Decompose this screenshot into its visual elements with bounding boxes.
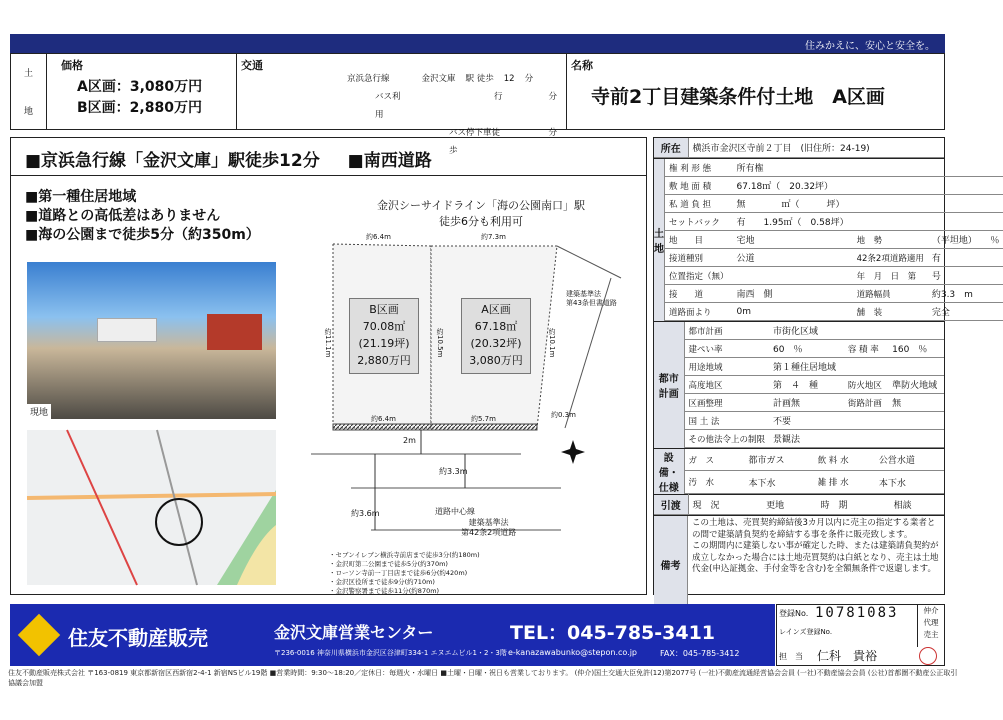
info-cell: 有 bbox=[928, 249, 1003, 267]
traffic-busstop-unit: 分 bbox=[548, 128, 557, 138]
nearby-item: ・ローソン寺前一丁目店まで徒歩6分(約420m) bbox=[329, 569, 468, 577]
info-row bbox=[665, 231, 1003, 249]
branch-name: 金沢文庫営業センター bbox=[274, 623, 434, 642]
city-table bbox=[685, 322, 944, 448]
house-shape bbox=[97, 318, 157, 342]
remarks-label: 備考 bbox=[654, 516, 688, 613]
delivery-table bbox=[654, 494, 944, 515]
info-cell: 宅地 bbox=[733, 231, 853, 249]
info-row bbox=[665, 285, 1003, 303]
info-panel bbox=[653, 137, 1000, 595]
note-road-center: 道路中心線 bbox=[435, 507, 475, 516]
equip-table bbox=[685, 449, 944, 494]
plot-b-label bbox=[349, 298, 419, 374]
info-cell: （平坦地） ％ bbox=[928, 231, 1003, 249]
traffic-busstop: バス停下車徒歩 bbox=[449, 128, 501, 156]
branch-address: 〒236-0016 神奈川県横浜市金沢区谷津町334-1 エヌエムビル1・2・3階 bbox=[274, 649, 507, 657]
company-name: 住友不動産販売 bbox=[68, 626, 208, 650]
info-cell: 都市計画 bbox=[685, 322, 770, 340]
info-cell: 約3.3 m bbox=[928, 285, 1003, 303]
info-row bbox=[665, 303, 1003, 321]
info-cell: 国 土 法 bbox=[685, 412, 770, 430]
traffic-box bbox=[237, 54, 567, 156]
setback-hatch bbox=[333, 424, 537, 430]
info-cell bbox=[928, 213, 1003, 231]
remarks-text: この土地は、売買契約締結後3カ月以内に売主の指定する業者との間で建築請負契約を締結する事を条件に販売致します。 この期間内に建築しない事が確定した時、または建築請負契約が成立しなかった場合には土地売買契約は白紙となり、売主は土地代金(申込証拠金、手付金等を含む)を全額無条件で返還します。 bbox=[692, 518, 939, 574]
company-logo-icon bbox=[18, 614, 60, 656]
dim-corner: 約0.3m bbox=[551, 411, 576, 419]
plot-a-title: A区画 bbox=[481, 303, 511, 316]
info-cell: 道路幅員 bbox=[853, 285, 928, 303]
delivery-label: 引渡 bbox=[654, 495, 688, 515]
info-cell: 無 bbox=[888, 394, 944, 412]
traffic-bus-unit: 分 bbox=[548, 92, 557, 102]
land-table bbox=[665, 159, 1003, 321]
info-cell bbox=[888, 322, 944, 340]
info-cell: 高度地区 bbox=[685, 376, 770, 394]
nearby-item: ・金沢区役所まで徒歩9分(約710m) bbox=[329, 578, 435, 586]
info-cell: 飲 料 水 bbox=[814, 449, 875, 471]
info-cell: 不要 bbox=[769, 412, 844, 430]
headline-station: ■京浜急行線「金沢文庫」駅徒歩12分 bbox=[25, 151, 320, 171]
info-cell bbox=[888, 412, 944, 430]
footer-bar bbox=[10, 604, 775, 666]
info-cell bbox=[928, 195, 1003, 213]
info-cell: 市街化区域 bbox=[769, 322, 844, 340]
city-section-label: 都市計画 bbox=[654, 322, 685, 448]
info-table bbox=[654, 138, 944, 158]
note-law42: 建築基準法 第42条2項道路 bbox=[461, 518, 517, 537]
info-cell: 号 bbox=[928, 267, 1003, 285]
price-a: A区画：3,080万円 bbox=[77, 79, 203, 95]
traffic-minutes: 12 bbox=[503, 74, 515, 84]
staff-label: 担 当 bbox=[779, 652, 803, 661]
feature-item: ■海の公園まで徒歩5分（約350m） bbox=[25, 227, 260, 243]
traffic-unit: 分 bbox=[524, 74, 534, 84]
info-row bbox=[685, 358, 944, 376]
info-cell bbox=[844, 322, 888, 340]
land-section-label: 土地 bbox=[654, 159, 665, 321]
info-cell: 地 勢 bbox=[853, 231, 928, 249]
dim-b-top: 約6.4m bbox=[366, 233, 391, 241]
remarks-section bbox=[654, 515, 944, 613]
seaside-note-1: 金沢シーサイドライン「海の公園南口」駅 bbox=[377, 199, 585, 212]
site-photo bbox=[27, 262, 276, 419]
info-cell: 敷 地 面 積 bbox=[665, 177, 733, 195]
property-name: 寺前2丁目建築条件付土地 A区画 bbox=[591, 86, 885, 108]
info-cell bbox=[888, 358, 944, 376]
name-box bbox=[567, 54, 944, 129]
info-cell: 区画整理 bbox=[685, 394, 770, 412]
kind-agent: 代理 bbox=[923, 618, 939, 627]
plot-a-area: 67.18㎡ bbox=[474, 320, 518, 333]
info-cell: 建ぺい率 bbox=[685, 340, 770, 358]
traffic-label: 交通 bbox=[241, 59, 263, 72]
kind-brokerage: 仲介 bbox=[923, 606, 939, 615]
traffic-walk: 駅 徒歩 bbox=[465, 74, 494, 84]
dim-road-36: 約3.6m bbox=[351, 509, 380, 518]
traffic-bus-dest: 行 bbox=[493, 92, 503, 102]
headline bbox=[11, 138, 646, 176]
info-cell: 位置指定（無） bbox=[665, 267, 733, 285]
info-cell: 地 目 bbox=[665, 231, 733, 249]
email-link[interactable]: e-kanazawabunko@stepon.co.jp bbox=[508, 648, 637, 657]
info-row bbox=[665, 267, 1003, 285]
location-value: 横浜市金沢区寺前２丁目 (旧住所：24-19) bbox=[688, 138, 944, 158]
info-cell bbox=[888, 430, 944, 448]
info-cell: 無 ㎡（ 坪） bbox=[733, 195, 853, 213]
info-cell: 接 道 bbox=[665, 285, 733, 303]
info-cell: 都市ガス bbox=[745, 449, 814, 471]
name-label: 名称 bbox=[571, 59, 593, 72]
info-cell: 南西 側 bbox=[733, 285, 853, 303]
reg-label: 登録No. bbox=[779, 609, 809, 618]
info-cell: セットバック bbox=[665, 213, 733, 231]
info-cell: 防火地区 bbox=[844, 376, 888, 394]
reins-label: レインズ登録No. bbox=[779, 628, 833, 636]
info-cell: 街路計画 bbox=[844, 394, 888, 412]
info-cell: 完全 bbox=[928, 303, 1003, 321]
feature-item: ■第一種住居地域 bbox=[25, 189, 137, 205]
info-cell bbox=[844, 412, 888, 430]
info-cell: 160 ％ bbox=[888, 340, 944, 358]
headline-road: ■南西道路 bbox=[347, 151, 432, 171]
price-b: B区画：2,880万円 bbox=[77, 100, 202, 116]
plot-b-title: B区画 bbox=[369, 303, 399, 316]
info-cell bbox=[853, 195, 928, 213]
seaside-note bbox=[341, 198, 621, 230]
info-cell: 接道種別 bbox=[665, 249, 733, 267]
plot-a-label bbox=[461, 298, 531, 374]
map-svg bbox=[27, 430, 276, 585]
dim-a-right: 約10.1m bbox=[548, 328, 556, 358]
info-row bbox=[685, 430, 944, 448]
city-section bbox=[654, 321, 944, 448]
plot-a-price: 3,080万円 bbox=[469, 354, 523, 367]
info-cell bbox=[928, 177, 1003, 195]
info-row bbox=[665, 159, 1003, 177]
law43-road-edge bbox=[557, 246, 621, 278]
info-row bbox=[665, 195, 1003, 213]
info-cell bbox=[844, 430, 888, 448]
fax-number: FAX：045-785-3412 bbox=[660, 649, 740, 658]
top-banner: 住みかえに、安心と安全を。 bbox=[10, 34, 945, 53]
info-cell: 私 道 負 担 bbox=[665, 195, 733, 213]
note-law43: 建築基準法 第43条但書道路 bbox=[566, 290, 617, 307]
delivery-status: 更地 bbox=[762, 495, 816, 515]
traffic-bus: バス利用 bbox=[375, 92, 401, 120]
main-panel bbox=[10, 137, 647, 595]
equip-section bbox=[654, 448, 944, 494]
info-cell: 用途地域 bbox=[685, 358, 770, 376]
land-label-2: 地 bbox=[24, 107, 34, 117]
info-cell: 42条2項道路適用 bbox=[853, 249, 928, 267]
traffic-station: 金沢文庫 bbox=[421, 74, 456, 84]
equip-section-label: 設備・仕様 bbox=[654, 449, 685, 494]
red-house-shape bbox=[207, 314, 262, 350]
land-label-1: 土 bbox=[24, 69, 34, 79]
north-arrow bbox=[561, 440, 585, 464]
info-cell bbox=[853, 159, 928, 177]
info-cell: 所有権 bbox=[733, 159, 853, 177]
dim-a-top: 約7.3m bbox=[481, 233, 506, 241]
location-label: 所在 bbox=[654, 138, 688, 158]
info-cell: 道路面より bbox=[665, 303, 733, 321]
info-cell: その他法令上の制限 bbox=[685, 430, 770, 448]
plot-svg bbox=[311, 238, 641, 548]
delivery-status-label: 現 況 bbox=[688, 495, 762, 515]
info-cell bbox=[844, 358, 888, 376]
info-cell: 0m bbox=[733, 303, 853, 321]
traffic-line: 京浜急行線 bbox=[347, 74, 390, 84]
price-box bbox=[47, 54, 237, 129]
info-row bbox=[685, 394, 944, 412]
nearby-item: ・金沢警察署まで徒歩11分(約870m) bbox=[329, 587, 440, 595]
info-row bbox=[685, 471, 944, 494]
info-cell: 景観法 bbox=[769, 430, 844, 448]
dim-b-side: 約11.1m bbox=[324, 328, 332, 358]
feature-item: ■道路との高低差はありません bbox=[25, 208, 221, 224]
info-row bbox=[685, 412, 944, 430]
info-row bbox=[685, 322, 944, 340]
info-row bbox=[665, 249, 1003, 267]
plot-diagram bbox=[311, 233, 641, 548]
registration-box bbox=[776, 604, 945, 666]
info-cell bbox=[733, 267, 853, 285]
info-row bbox=[665, 177, 1003, 195]
info-cell: 公営水道 bbox=[875, 449, 944, 471]
info-cell: 60 ％ bbox=[769, 340, 844, 358]
info-cell bbox=[853, 177, 928, 195]
dim-road-2m: 2m bbox=[403, 436, 416, 445]
reg-number: 10781083 bbox=[815, 605, 899, 621]
dim-road-33: 約3.3m bbox=[439, 467, 468, 476]
nearby-list bbox=[329, 551, 639, 596]
info-cell: 舗 装 bbox=[853, 303, 928, 321]
info-cell: 容 積 率 bbox=[844, 340, 888, 358]
info-cell bbox=[928, 159, 1003, 177]
info-cell: 雑 排 水 bbox=[814, 471, 875, 494]
info-cell: 第１種住居地域 bbox=[769, 358, 844, 376]
footnote: 住友不動産販売株式会社 〒163-0819 東京都新宿区西新宿2-4-1 新宿NSビル19階 ■営業時間：9:30～18:20／定休日：毎週火・水曜日 ■土曜・日曜・祝日も営業しております。 (仲介)国土交通大臣免許(12)第2077号 (一社)不動産流通経営協会会員 (一社)不動産協会会員 (公社)首都圏不動産公正取引協議会加盟 bbox=[8, 669, 958, 687]
info-row bbox=[685, 340, 944, 358]
area-map bbox=[27, 430, 276, 585]
plot-b-price: 2,880万円 bbox=[357, 354, 411, 367]
phone-number: TEL：045-785-3411 bbox=[510, 622, 716, 644]
photo-caption: 現地 bbox=[27, 404, 51, 419]
land-section bbox=[654, 158, 1000, 321]
info-cell: 年 月 日 第 bbox=[853, 267, 928, 285]
info-cell: 第 ４ 種 bbox=[769, 376, 844, 394]
dim-a-bottom: 約5.7m bbox=[471, 415, 496, 423]
info-row bbox=[665, 213, 1003, 231]
deal-kind bbox=[917, 605, 944, 647]
info-cell: 準防火地域 bbox=[888, 376, 944, 394]
info-row bbox=[685, 376, 944, 394]
delivery-time: 相談 bbox=[890, 495, 944, 515]
price-label: 価格 bbox=[61, 59, 83, 72]
info-cell: 公道 bbox=[733, 249, 853, 267]
seaside-note-2: 徒歩6分も利用可 bbox=[439, 215, 523, 228]
info-cell: 権 利 形 態 bbox=[665, 159, 733, 177]
staff-name: 仁科 貴裕 bbox=[817, 649, 878, 663]
features bbox=[25, 188, 260, 245]
info-row bbox=[685, 449, 944, 471]
plot-b-area: 70.08㎡ bbox=[362, 320, 406, 333]
nearby-item: ・セブンイレブン横浜寺前店まで徒歩3分(約180m) bbox=[329, 551, 480, 559]
info-cell: 計画無 bbox=[769, 394, 844, 412]
info-cell: ガ ス bbox=[685, 449, 745, 471]
plot-b-tsubo: (21.19坪) bbox=[358, 337, 410, 350]
seal-stamp-icon bbox=[919, 647, 937, 665]
info-cell: 本下水 bbox=[745, 471, 814, 494]
delivery-time-label: 時 期 bbox=[817, 495, 890, 515]
info-cell: 汚 水 bbox=[685, 471, 745, 494]
info-cell bbox=[853, 213, 928, 231]
info-cell: 本下水 bbox=[875, 471, 944, 494]
land-label bbox=[11, 54, 47, 129]
info-cell: 有 1.95㎡（ 0.58坪） bbox=[733, 213, 853, 231]
dim-a-side: 約10.5m bbox=[436, 328, 444, 358]
plot-a-tsubo: (20.32坪) bbox=[470, 337, 522, 350]
dim-b-bottom: 約6.4m bbox=[371, 415, 396, 423]
kind-seller: 売主 bbox=[923, 630, 939, 639]
nearby-item: ・金沢町第二公園まで徒歩5分(約370m) bbox=[329, 560, 448, 568]
info-cell: 67.18㎡（ 20.32坪） bbox=[733, 177, 853, 195]
